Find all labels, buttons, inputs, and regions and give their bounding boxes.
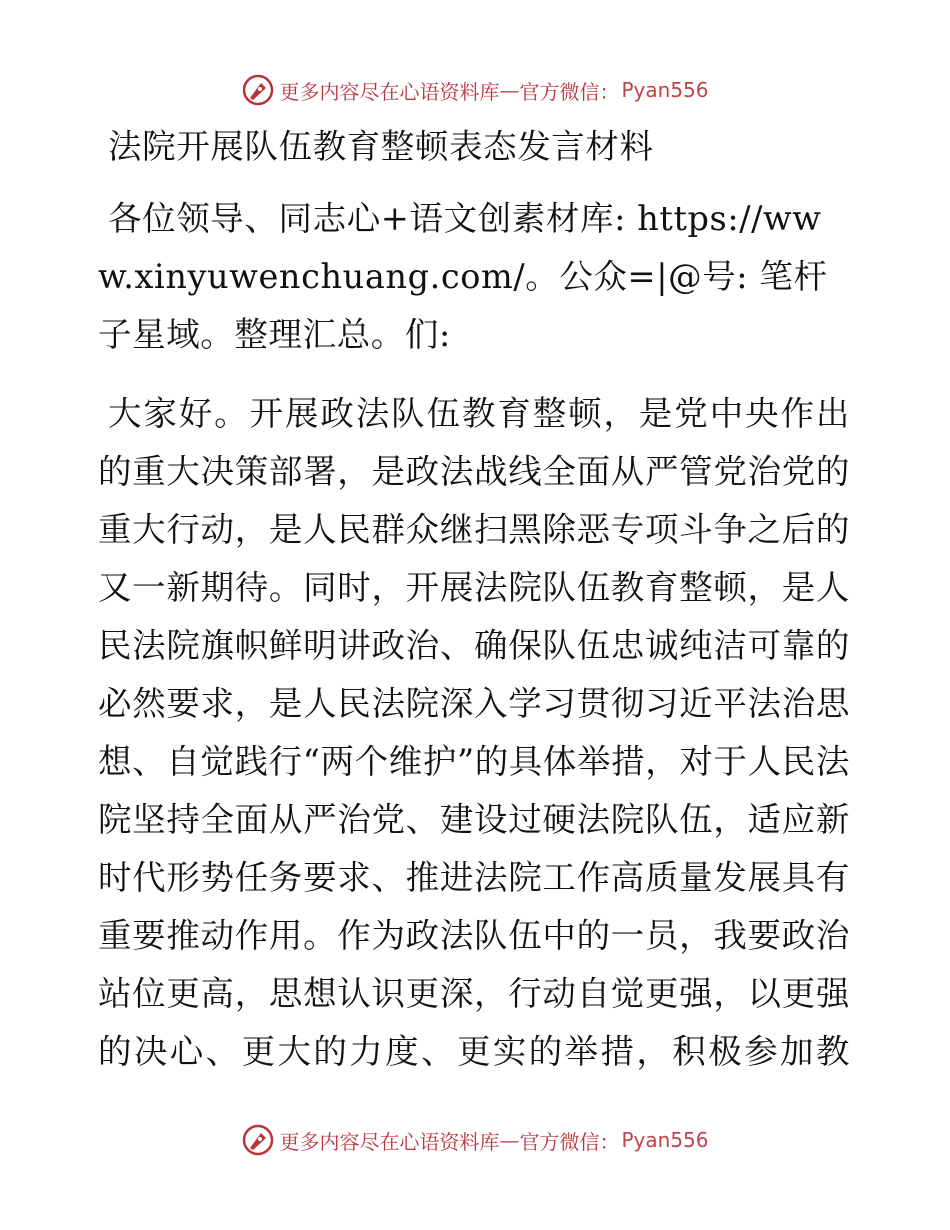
watermark-text: 更多内容尽在心语资料库 — [279, 1129, 500, 1154]
watermark-separator: — — [499, 1128, 520, 1152]
watermark-account: Pyan556 — [621, 1128, 709, 1152]
salutation-paragraph: 各位领导、同志心+语文创素材库: https://www.xinyuwenchuang.com/。公众=|@号: 笔杆子星域。整理汇总。们: — [98, 199, 828, 354]
pen-nib-icon — [241, 1123, 275, 1157]
watermark-account: Pyan556 — [621, 78, 709, 102]
watermark-wechat-label: 官方微信： — [519, 79, 620, 104]
watermark-wechat-label: 官方微信： — [519, 1129, 620, 1154]
watermark-separator: — — [499, 78, 520, 102]
watermark-text: 更多内容尽在心语资料库 — [279, 79, 500, 104]
body-paragraph: 大家好。开展政法队伍教育整顿，是党中央作出的重大决策部署，是政法战线全面从严管党治党的重大行动，是人民群众继扫黑除恶专项斗争之后的又一新期待。同时，开展法院队伍教育整顿，是人民法院旗帜鲜明讲政治、确保队伍忠诚纯洁可靠的必然要求，是人民法院深入学习贯彻习近平法治思想、自觉践行“两个维护”的具体举措，对于人民法院坚持全面从严治党、建设过硬法院队伍，适应新时代形势任务要求、推进法院工作高质量发展具有重要推动作用。作为政法队伍中的一员，我要政治站位更高，思想认识更深，行动自觉更强，以更强的决心、更大的力度、更实的举措，积极参加教 — [98, 394, 850, 1071]
watermark-header — [0, 70, 950, 110]
document-title: 法院开展队伍教育整顿表态发言材料 — [108, 127, 654, 166]
watermark-footer — [0, 1120, 950, 1160]
pen-nib-icon — [241, 73, 275, 107]
